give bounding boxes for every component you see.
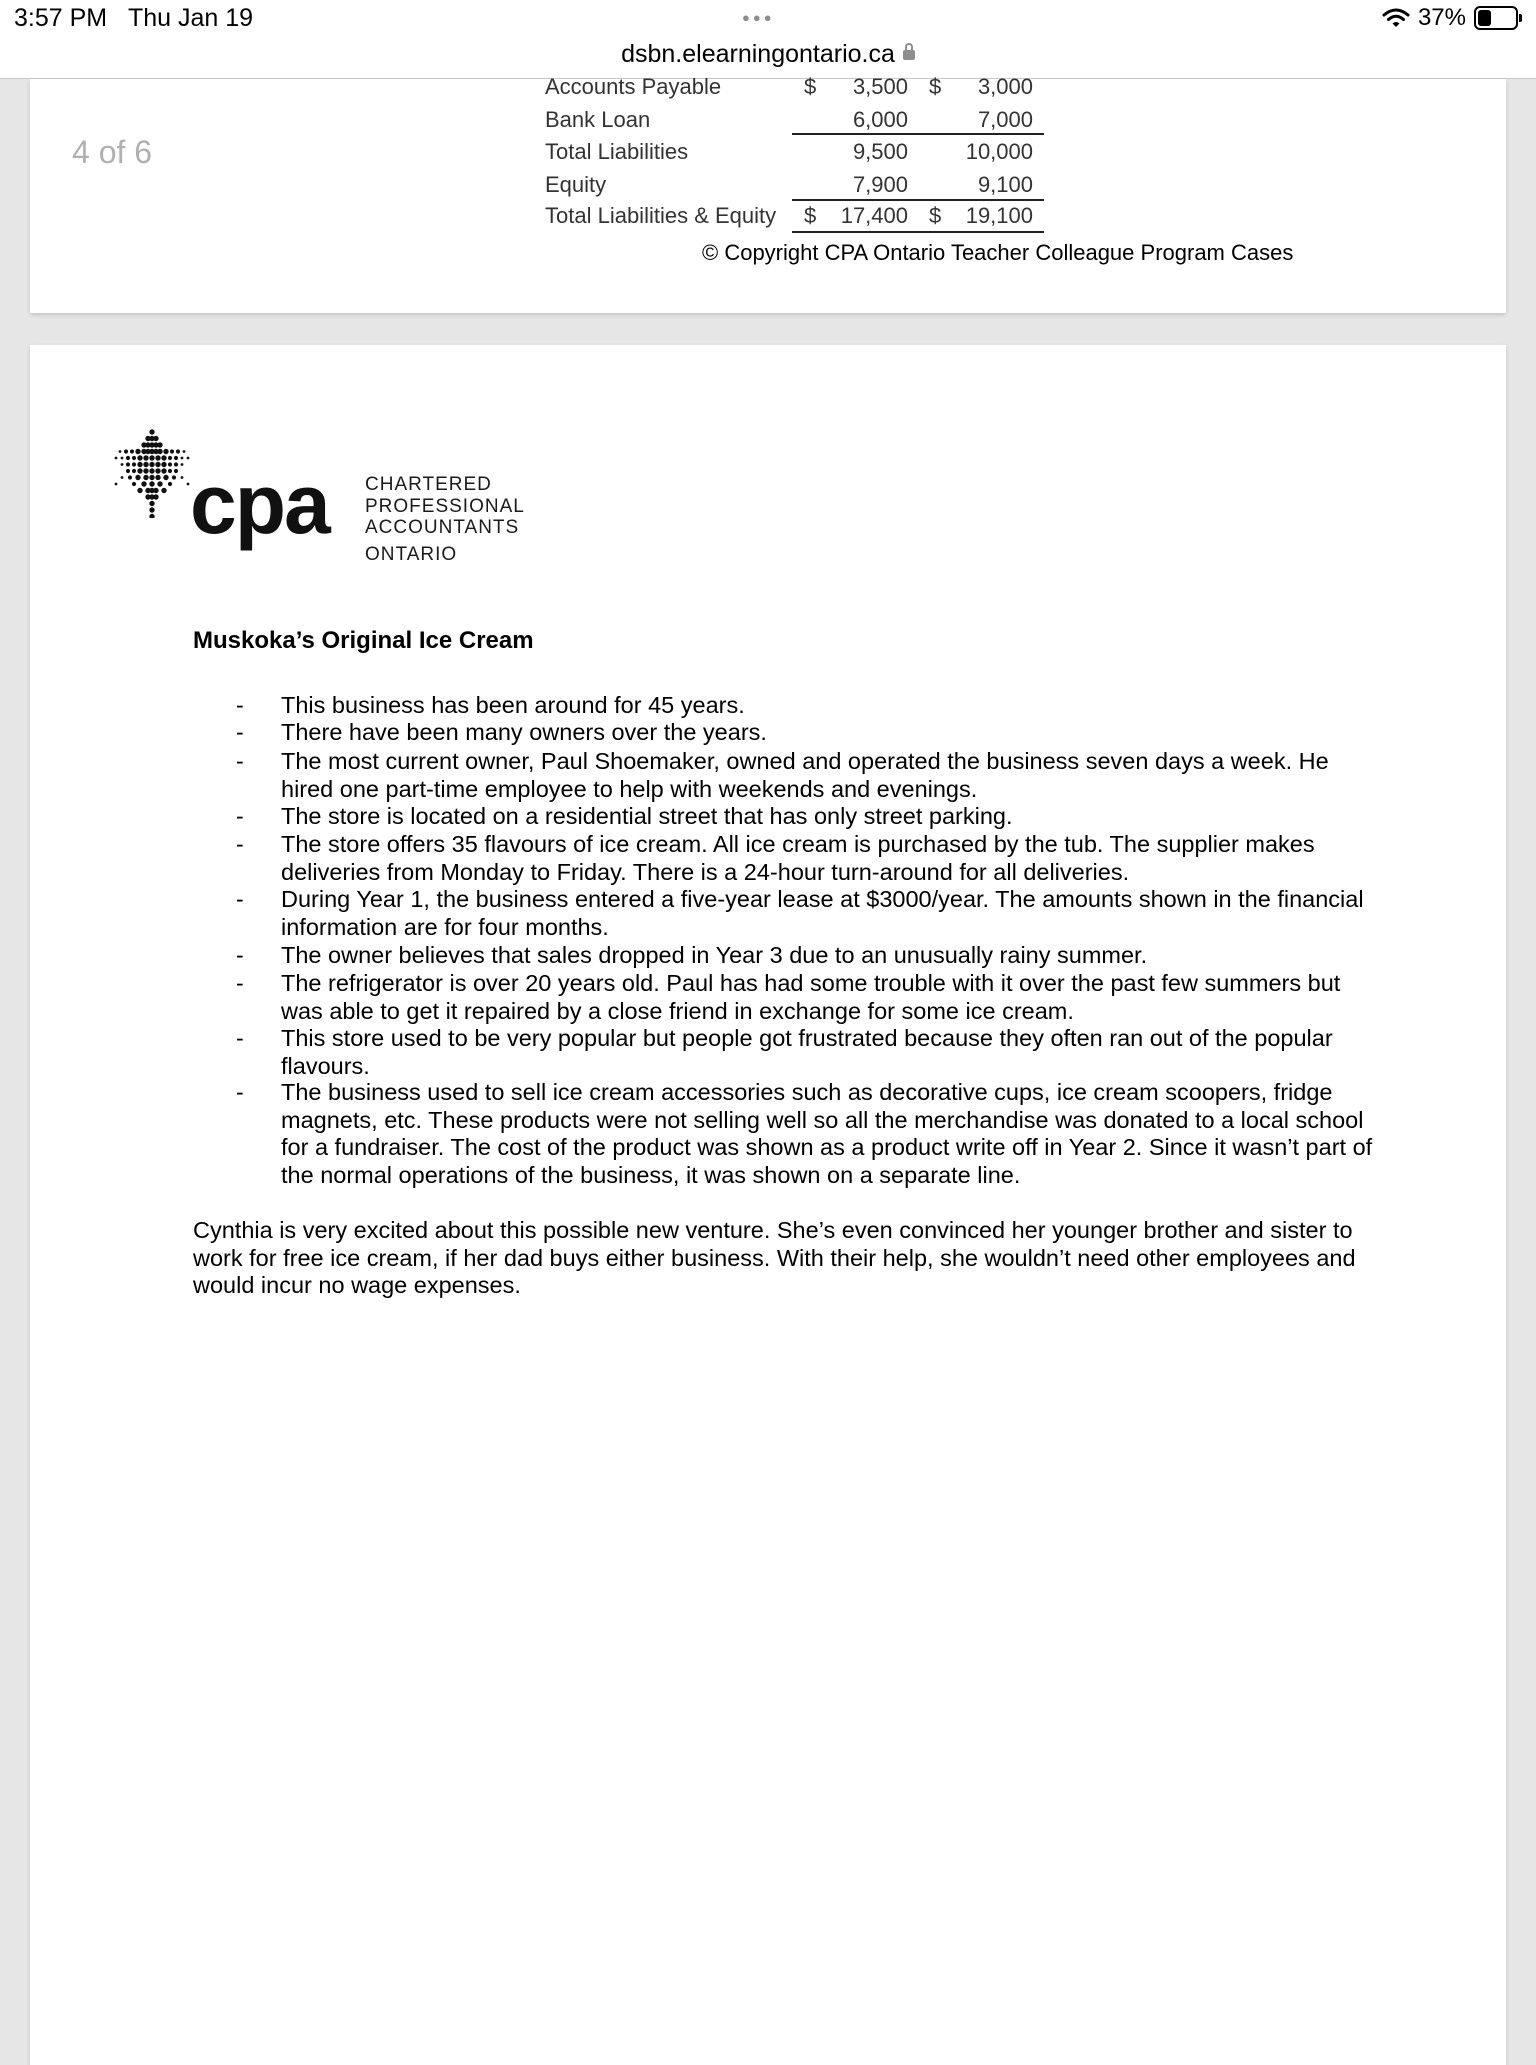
lock-icon	[903, 50, 915, 60]
status-indicators	[1382, 4, 1518, 32]
year-a-value: 7,900	[852, 172, 908, 197]
bullet-dash: -	[236, 1079, 244, 1105]
bullet-dash: -	[236, 831, 244, 857]
address-bar[interactable]	[0, 40, 1536, 79]
cpa-wordmark: cpa	[190, 457, 329, 551]
logo-line-ontario: ONTARIO	[365, 544, 458, 565]
year-b-currency: $	[929, 203, 942, 228]
bullet-dash: -	[236, 748, 244, 774]
pdf-page-previous	[30, 79, 1506, 313]
bullet-text: The store is located on a residential street that has only street parking.	[281, 803, 1013, 829]
year-a-value: 6,000	[852, 107, 908, 132]
battery-level	[1478, 10, 1491, 26]
bullet-text: This business has been around for 45 years.	[281, 692, 745, 718]
status-time: 3:57 PM	[14, 4, 108, 32]
row-label: Total Liabilities & Equity	[545, 203, 777, 228]
bullet-dash: -	[236, 719, 244, 745]
table-rule	[792, 133, 1044, 135]
year-a-value: 3,500	[852, 74, 908, 99]
year-b-value: 9,100	[977, 172, 1033, 197]
row-label: Equity	[545, 172, 607, 197]
row-label: Bank Loan	[545, 107, 651, 132]
pdf-page-current	[30, 345, 1506, 2065]
year-b-value: 19,100	[965, 203, 1033, 228]
logo-line-professional: PROFESSIONAL	[365, 496, 525, 517]
year-b-currency: $	[929, 74, 942, 99]
wifi-icon	[1382, 7, 1410, 29]
page-counter: 4 of 6	[72, 134, 153, 170]
maple-leaf-dots-icon	[112, 428, 192, 518]
bullet-text: The store offers 35 flavours of ice cream. All ice cream is purchased by the tub. The supplier makes deliveries from Monday to Friday. There is a 24-hour turn-around for all deliveries.	[281, 831, 1315, 885]
url-text: dsbn.elearningontario.ca	[621, 40, 895, 68]
table-rule	[792, 231, 1044, 233]
bullet-text: The most current owner, Paul Shoemaker, owned and operated the business seven days a week. He hired one part-time employee to help with weekends and evenings.	[281, 748, 1329, 802]
bullet-dash: -	[236, 942, 244, 968]
closing-paragraph: Cynthia is very excited about this possible new venture. She’s even convinced her younger brother and sister to work for free ice cream, if her dad buys either business. With their help, she wouldn’t need other employees and would incur no wage expenses.	[193, 1217, 1356, 1298]
bullet-dash: -	[236, 803, 244, 829]
document-title: Muskoka’s Original Ice Cream	[193, 627, 534, 654]
bullet-text: The business used to sell ice cream accessories such as decorative cups, ice cream scoopers, fridge magnets, etc. These products were not selling well so all the merchandise was donated to a local school for a fundraiser. The cost of the product was shown as a product write off in Year 2. Since it wasn’t part of the normal operations of the business, it was shown on a separate line.	[281, 1079, 1373, 1188]
year-b-value: 7,000	[977, 107, 1033, 132]
year-b-value: 3,000	[977, 74, 1033, 99]
bullet-text: There have been many owners over the years.	[281, 719, 767, 745]
battery-percentage: 37%	[1417, 4, 1466, 31]
year-a-value: 17,400	[840, 203, 908, 228]
battery-icon	[1474, 6, 1518, 30]
year-b-value: 10,000	[965, 139, 1033, 164]
year-a-value: 9,500	[852, 139, 908, 164]
multitasking-dots[interactable]: ●●●	[742, 10, 775, 25]
logo-line-chartered: CHARTERED	[365, 474, 492, 495]
year-a-currency: $	[804, 74, 817, 99]
bullet-text: The owner believes that sales dropped in Year 3 due to an unusually rainy summer.	[281, 942, 1148, 968]
bullet-dash: -	[236, 692, 244, 718]
copyright-notice: © Copyright CPA Ontario Teacher Colleague Program Cases	[702, 240, 1294, 265]
bullet-text: During Year 1, the business entered a five-year lease at $3000/year. The amounts shown in the financial information are for four months.	[281, 886, 1364, 940]
table-rule	[792, 199, 1044, 201]
row-label: Total Liabilities	[545, 139, 689, 164]
bullet-text: The refrigerator is over 20 years old. Paul has had some trouble with it over the past few summers but was able to get it repaired by a close friend in exchange for some ice cream.	[281, 970, 1341, 1024]
bullet-text: This store used to be very popular but people got frustrated because they often ran out of the popular flavours.	[281, 1025, 1333, 1079]
bullet-dash: -	[236, 886, 244, 912]
row-label: Accounts Payable	[545, 74, 722, 99]
logo-line-accountants: ACCOUNTANTS	[365, 517, 520, 538]
url-display[interactable]	[0, 40, 1536, 69]
bullet-dash: -	[236, 1025, 244, 1051]
status-bar	[0, 0, 1536, 40]
bullet-dash: -	[236, 970, 244, 996]
year-a-currency: $	[804, 203, 817, 228]
status-date: Thu Jan 19	[128, 4, 254, 32]
